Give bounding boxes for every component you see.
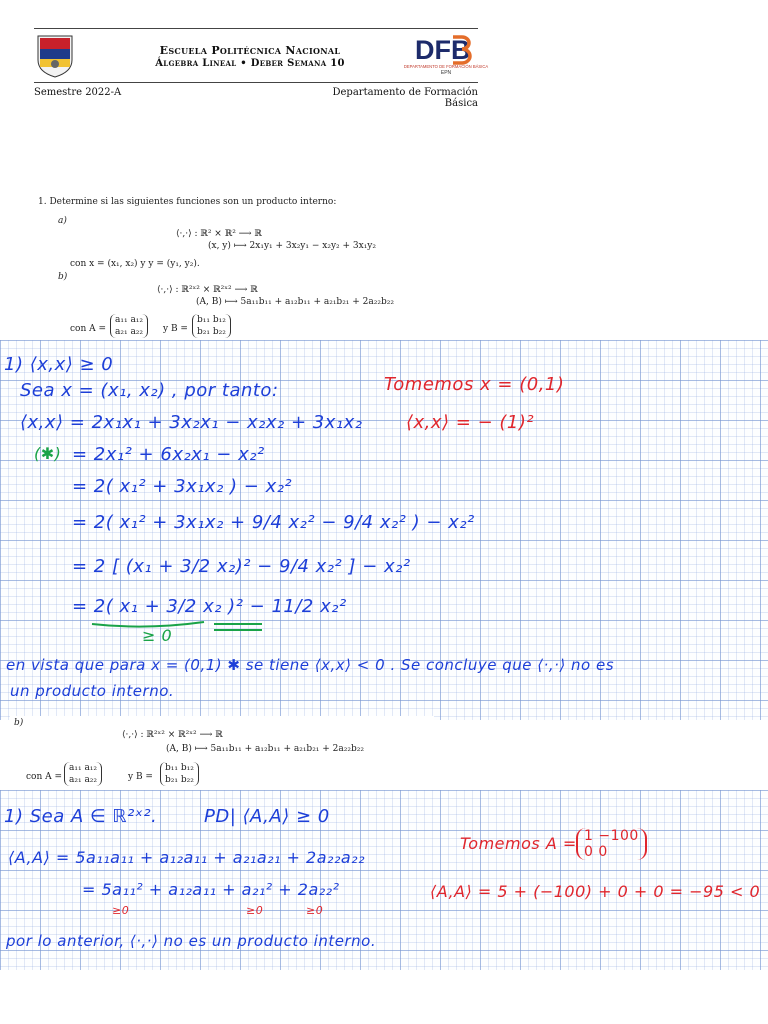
hw-counterexample-a: Tomemos x = (0,1) xyxy=(384,374,565,395)
hw-star-mark: (✱) xyxy=(34,444,62,463)
matrix-a xyxy=(64,762,102,786)
hw-counterexample-a-value: ⟨x,x⟩ = − (1)² xyxy=(406,412,535,433)
hw-counterexample-b-value: ⟨A,A⟩ = 5 + (−100) + 0 + 0 = −95 < 0 xyxy=(430,882,761,901)
part-a-given: con x = (x₁, x₂) y y = (y₁, y₂). xyxy=(70,259,200,269)
matrix-a-row: a₁₁ a₁₂ xyxy=(115,315,144,325)
hw-a-line: = 2( x₁² + 3x₁x₂ ) − x₂² xyxy=(72,476,293,497)
matrix-b xyxy=(192,314,231,338)
hw-counter-matrix-row: 0 0 xyxy=(584,844,608,860)
hw-b-line: ⟨A,A⟩ = 5a₁₁a₁₁ + a₁₂a₁₁ + a₂₁a₂₁ + 2a₂₂a₂₂ xyxy=(8,848,365,867)
dfb-logo-letters: DFB xyxy=(415,35,471,65)
hw-a-line: = 2 [ (x₁ + 3/2 x₂)² − 9/4 x₂² ] − x₂² xyxy=(72,556,411,577)
problem-number-text: 1. Determine si las siguientes funciones son un producto interno: xyxy=(38,197,337,207)
hw-counter-matrix xyxy=(576,828,647,860)
hw-b-pd-line: PD| ⟨A,A⟩ ≥ 0 xyxy=(204,806,330,827)
hw-conclusion-b: por lo anterior, ⟨·,·⟩ no es un producto interno. xyxy=(6,932,377,950)
header-top-rule xyxy=(34,28,478,29)
part-b-given-prefix: con A = xyxy=(70,324,107,334)
grid-paper-section-a xyxy=(0,340,768,720)
part-b-label: b) xyxy=(14,718,24,728)
hw-counter-matrix-row: 1 −100 xyxy=(584,828,639,844)
matrix-a-row: a₂₁ a₂₂ xyxy=(115,327,144,337)
hw-a-line: Sea x = (x₁, x₂) , por tanto: xyxy=(20,380,279,401)
grid-paper-section-b xyxy=(0,790,768,970)
matrix-a-row: a₁₁ a₁₂ xyxy=(69,763,98,773)
dfb-logo-icon xyxy=(403,33,489,77)
school-name: Escuela Politécnica Nacional xyxy=(159,44,341,57)
hw-a-line: = 2x₁² + 6x₂x₁ − x₂² xyxy=(72,444,265,465)
hw-a-line: = 2( x₁² + 3x₁x₂ + 9/4 x₂² − 9/4 x₂² ) − x₂² xyxy=(72,512,475,533)
hw-nonneg-mark: ≥ 0 xyxy=(142,626,173,645)
hw-b-line: 1) Sea A ∈ ℝ²ˣ². xyxy=(4,806,158,827)
hw-underline-marks xyxy=(86,618,216,658)
hw-counterexample-b: Tomemos A = xyxy=(460,834,577,853)
hw-a-line: ⟨x,x⟩ = 2x₁x₁ + 3x₂x₁ − x₂x₂ + 3x₁x₂ xyxy=(20,412,363,433)
dfb-logo-sub: EPN xyxy=(440,70,452,76)
department-label: Departamento de Formación Básica xyxy=(332,87,478,109)
hw-b-nonneg: ≥0 xyxy=(246,904,264,917)
part-a-rule-line: (x, y) ⟼ 2x₁y₁ + 3x₂y₁ − x₂y₂ + 3x₁y₂ xyxy=(208,241,376,251)
hw-a-line: 1) ⟨x,x⟩ ≥ 0 xyxy=(4,354,114,375)
part-b-label: b) xyxy=(58,272,68,282)
part-a-map-line: ⟨·,·⟩ : ℝ² × ℝ² ⟶ ℝ xyxy=(176,229,262,239)
part-b-rule-line: (A, B) ⟼ 5a₁₁b₁₁ + a₁₂b₁₁ + a₂₁b₂₁ + 2a₂₂b₂₂ xyxy=(196,297,394,307)
matrix-b-row: b₁₁ b₁₂ xyxy=(165,763,194,773)
part-b-given-mid: y B = xyxy=(163,324,188,334)
matrix-a xyxy=(110,314,148,338)
hw-b-line: = 5a₁₁² + a₁₂a₁₁ + a₂₁² + 2a₂₂² xyxy=(82,880,340,899)
part-a-label: a) xyxy=(58,216,67,226)
matrix-b-row: b₂₁ b₂₂ xyxy=(165,775,194,785)
part-b-rule-line: (A, B) ⟼ 5a₁₁b₁₁ + a₁₂b₁₁ + a₂₁b₂₁ + 2a₂₂b₂₂ xyxy=(166,744,364,754)
matrix-b-row: b₂₁ b₂₂ xyxy=(197,327,226,337)
matrix-b xyxy=(160,762,199,786)
dfb-logo-caption: DEPARTAMENTO DE FORMACIÓN BÁSICA xyxy=(403,64,489,69)
part-b-given-mid: y B = xyxy=(128,772,153,782)
header-bottom-rule xyxy=(34,82,478,83)
hw-b-nonneg: ≥0 xyxy=(112,904,130,917)
epn-shield-logo-icon xyxy=(36,34,74,78)
hw-conclusion-a: en vista que para x = (0,1) ✱ se tiene ⟨x,x⟩ < 0 . Se concluye que ⟨·,·⟩ no es xyxy=(6,656,615,674)
part-b-given-prefix: con A = xyxy=(26,772,63,782)
matrix-b-row: b₁₁ b₁₂ xyxy=(197,315,226,325)
part-b-map-line: ⟨·,·⟩ : ℝ²ˣ² × ℝ²ˣ² ⟶ ℝ xyxy=(157,285,258,295)
hw-conclusion-a: un producto interno. xyxy=(10,682,175,700)
part-b-map-line: ⟨·,·⟩ : ℝ²ˣ² × ℝ²ˣ² ⟶ ℝ xyxy=(122,730,223,740)
hw-a-line: = 2( x₁ + 3/2 x₂ )² − 11/2 x₂² xyxy=(72,596,347,617)
hw-b-nonneg: ≥0 xyxy=(306,904,324,917)
matrix-a-row: a₂₁ a₂₂ xyxy=(69,775,98,785)
semester-label: Semestre 2022-A xyxy=(34,87,122,98)
hw-double-underline xyxy=(210,620,270,640)
course-title: Álgebra Lineal • Deber Semana 10 xyxy=(155,58,345,69)
